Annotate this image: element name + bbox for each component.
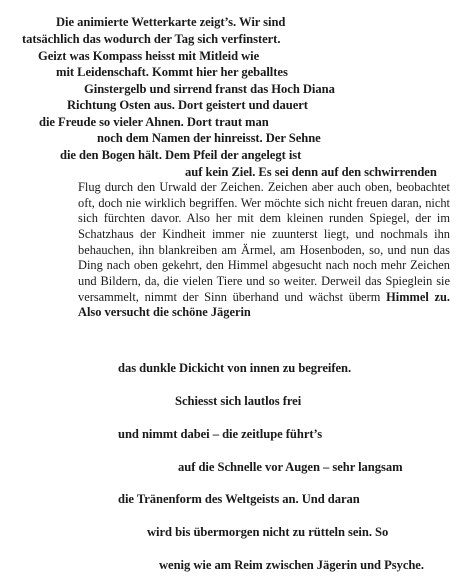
poem-line-12: Schiesst sich lautlos frei xyxy=(175,394,302,408)
poem-line-9: die den Bogen hält. Dem Pfeil der angelegt ist xyxy=(60,148,302,162)
poem-line-15: die Tränenform des Weltgeists an. Und daran xyxy=(118,492,360,506)
poem-line-1: Die animierte Wetterkarte zeigt’s. Wir sind xyxy=(56,15,286,29)
prose-text: Flug durch den Urwald der Zeichen. Zeichen aber auch oben, beobachtet oft, doch nie wirklich begriffen. Wer möchte sich nicht freuen daran, nicht sich fürchten davor. Also her mit dem kleinen runden Spiegel, der im Schatzhaus der Kindheit immer nie zuunterst liegt, und nochmals ihn behauchen, ihn blankreiben am Ärmel, am Hosenboden, so, und nun das Ding nach oben gekehrt, den Himmel abgesucht nach noch mehr Zeichen und Bildern, da, die vielen Tiere und so weiter. Derweil das Spieglein sie versammelt, nimmt der Sinn überhand und wächst überm xyxy=(78,180,450,304)
poem-line-3: Geizt was Kompass heisst mit Mitleid wie xyxy=(38,49,260,63)
poem-line-17: wenig wie am Reim zwischen Jägerin und Psyche. xyxy=(159,558,424,572)
poem-line-13: und nimmt dabei – die zeitlupe führt’s xyxy=(118,427,323,441)
poem-line-16: wird bis übermorgen nicht zu rütteln sein. So xyxy=(147,525,389,539)
prose-paragraph xyxy=(78,180,450,321)
poem-line-11: das dunkle Dickicht von innen zu begreifen. xyxy=(118,361,352,375)
poem-line-8: noch dem Namen der hinreisst. Der Sehne xyxy=(97,131,321,145)
poem-line-14: auf die Schnelle vor Augen – sehr langsam xyxy=(178,460,403,474)
prose-last-line: Himmel zu. Also versucht die schöne Jägerin xyxy=(78,289,450,320)
poem-line-7: die Freude so vieler Ahnen. Dort traut man xyxy=(39,115,269,129)
poem-line-10: auf kein Ziel. Es sei denn auf den schwirrenden xyxy=(185,165,437,179)
poem-line-6: Richtung Osten aus. Dort geistert und dauert xyxy=(67,98,308,112)
poem-line-5: Ginstergelb und sirrend franst das Hoch Diana xyxy=(84,82,335,96)
poem-line-4: mit Leidenschaft. Kommt hier her geballtes xyxy=(56,65,288,79)
poem-line-2: tatsächlich das wodurch der Tag sich verfinstert. xyxy=(22,32,281,46)
